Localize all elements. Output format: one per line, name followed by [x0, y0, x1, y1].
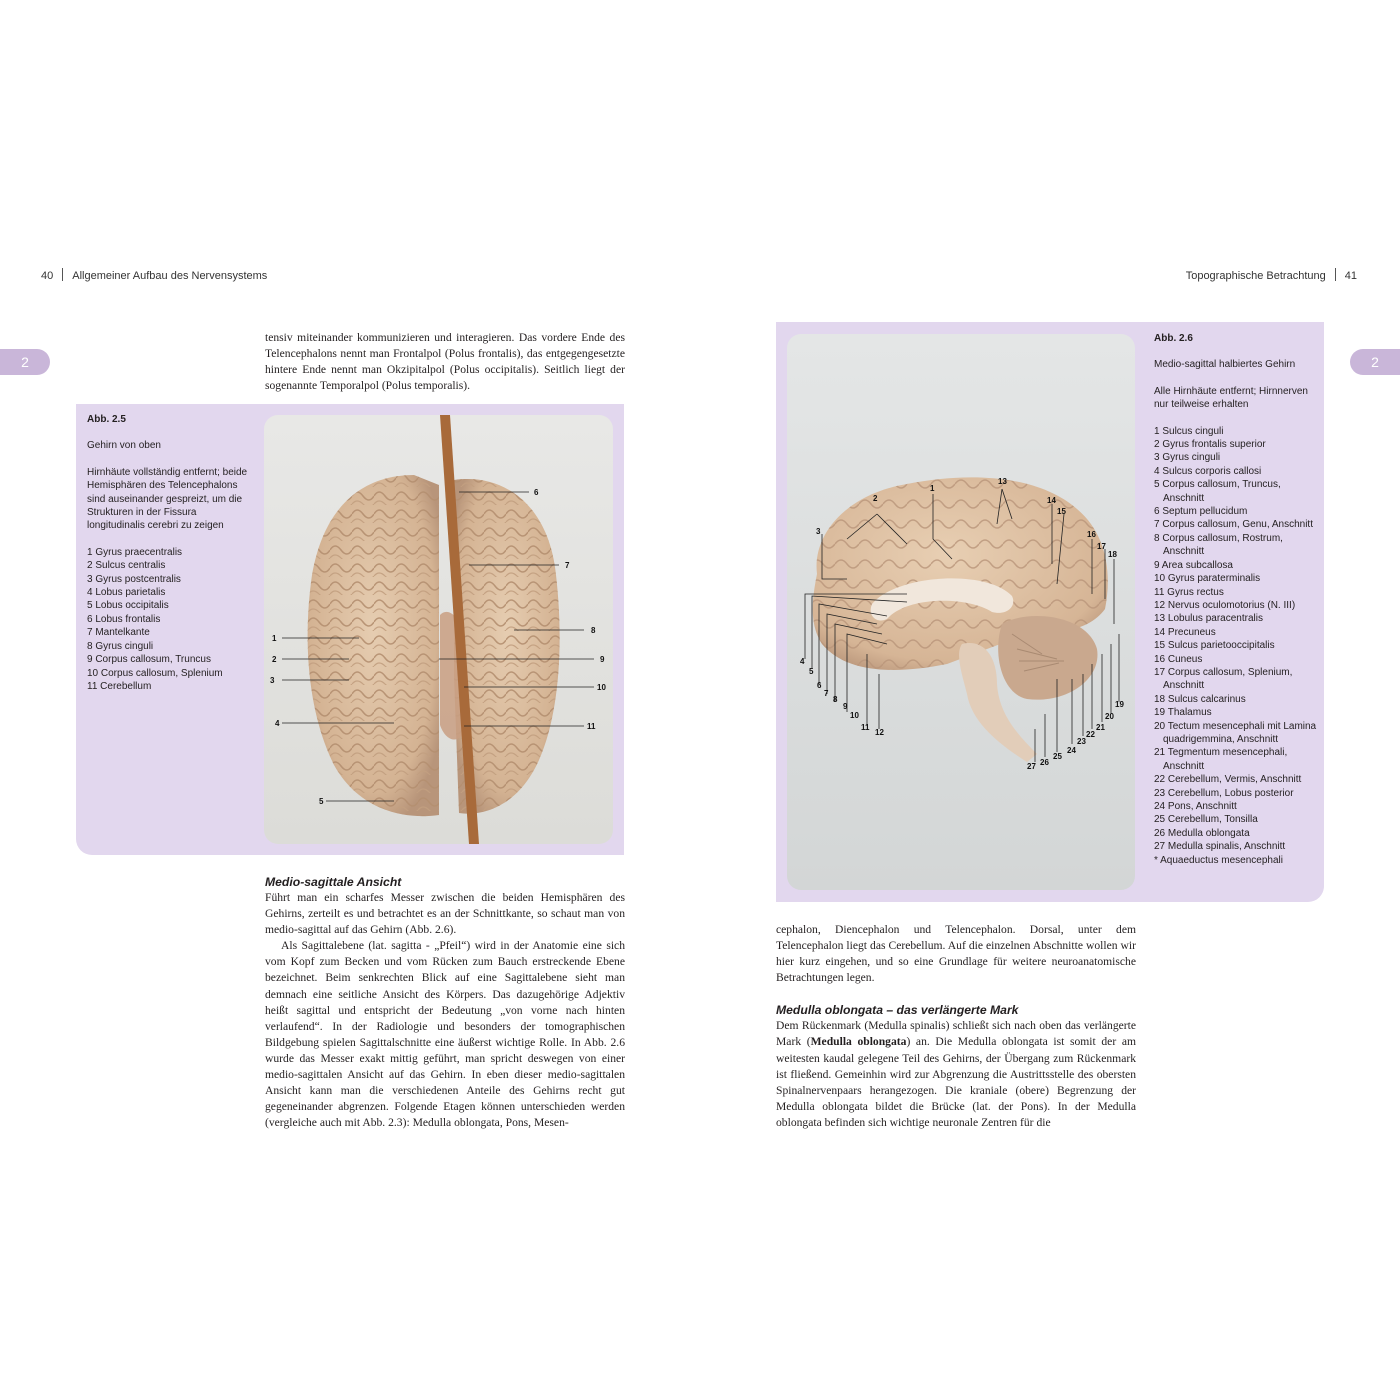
legend-item: 8 Gyrus cinguli [87, 640, 154, 652]
legend-item: 21 Tegmentum mesencephali, Anschnitt [1154, 747, 1288, 772]
legend-item: 24 Pons, Anschnitt [1154, 801, 1237, 812]
figure-number: Abb. 2.6 [1154, 333, 1193, 344]
legend-item: 7 Mantelkante [87, 627, 150, 639]
fig6-label-23: 23 [1077, 737, 1086, 746]
fig5-label-1: 1 [272, 634, 277, 643]
legend-item: 11 Gyrus rectus [1154, 586, 1224, 598]
legend-item: 3 Gyrus cinguli [1154, 452, 1221, 464]
right-main-text [776, 922, 1136, 1131]
fig6-label-25: 25 [1053, 752, 1062, 761]
paragraph: Als Sagittalebene (lat. sagitta - „Pfeil“) wird in der Anatomie eine sich vom Kopf zum Becken und vom Rücken zum Bauch erstreckende Ebene bezeichnet. Beim senkrechten Blick auf eine Sagittalebene sieht man demnach eine seitliche Ansicht des Körpers. Das dazugehörige Adjektiv heißt sagittal und entspricht der Bedeutung „von vorne nach hinten verlaufend“. In der Radiologie und besonders der tomographischen Bildgebung spielen Sagittalschnitte eine äußerst wichtige Rolle. In Abb. 2.6 wurde das Messer exakt mittig geführt, man spricht deswegen von einer medio-sagittalen Ansicht auf das Gehirn. In eben dieser medio-sagittalen Ansicht kann man die verschiedenen Anteile des Gehirns recht gut gegeneinander abgrenzen. Folgende Etagen können unterschieden werden (vergleiche auch mit Abb. 2.3): Medulla oblongata, Pons, Mesen- [265, 939, 625, 1130]
fig5-label-11: 11 [587, 722, 596, 731]
legend-item: 7 Corpus callosum, Genu, Anschnitt [1154, 519, 1313, 531]
fig5-label-10: 10 [597, 683, 606, 692]
chapter-tab-left: 2 [0, 349, 50, 375]
legend-item: 22 Cerebellum, Vermis, Anschnitt [1154, 774, 1302, 786]
fig6-label-6: 6 [817, 681, 822, 690]
legend-item: 9 Area subcallosa [1154, 559, 1233, 571]
figure-2-5-caption [87, 413, 252, 693]
legend-item: 15 Sulcus parietooccipitalis [1154, 640, 1275, 652]
right-page-number: 41 [1344, 270, 1357, 282]
legend-item: 16 Cuneus [1154, 653, 1203, 665]
legend-item: 5 Corpus callosum, Truncus, Anschnitt [1154, 479, 1281, 504]
figure-number: Abb. 2.5 [87, 414, 126, 425]
section-heading-medio-sagittal: Medio-sagittale Ansicht [265, 875, 402, 889]
header-divider [62, 268, 63, 281]
fig5-label-6: 6 [534, 488, 539, 497]
fig6-label-7: 7 [824, 689, 829, 698]
paragraph: Führt man ein scharfes Messer zwischen die beiden Hemisphären des Gehirns, zerteilt es und betrachtet es an der Schnittkante, so schaut man von medio-sagittal auf das Gehirn (Abb. 2.6). [265, 891, 625, 937]
legend-item: 13 Lobulus paracentralis [1154, 613, 1263, 625]
legend-item: * Aquaeductus mesencephali [1154, 854, 1283, 866]
legend-item: 1 Sulcus cinguli [1154, 425, 1224, 437]
fig6-label-16: 16 [1087, 530, 1096, 539]
legend-item: 19 Thalamus [1154, 707, 1212, 719]
figure-legend [1154, 425, 1319, 867]
fig6-label-27: 27 [1027, 762, 1036, 771]
legend-item: 26 Medulla oblongata [1154, 827, 1250, 839]
figure-title: Gehirn von oben [87, 440, 161, 452]
figure-2-6-caption [1154, 332, 1319, 867]
left-intro-text [265, 330, 625, 394]
figure-2-5-labels [264, 415, 613, 844]
fig6-label-24: 24 [1067, 746, 1076, 755]
left-header-title: Allgemeiner Aufbau des Nervensystems [72, 270, 268, 282]
right-header-title: Topographische Betrachtung [1185, 270, 1326, 282]
figure-legend [87, 546, 252, 693]
fig6-label-15: 15 [1057, 507, 1066, 516]
legend-item: 4 Lobus parietalis [87, 587, 166, 599]
fig5-label-3: 3 [270, 676, 275, 685]
fig5-label-9: 9 [600, 655, 605, 664]
fig5-label-5: 5 [319, 797, 324, 806]
legend-item: 17 Corpus callosum, Splenium, Anschnitt [1154, 666, 1293, 692]
legend-item: 8 Corpus callosum, Rostrum, Anschnitt [1154, 532, 1283, 558]
fig6-label-17: 17 [1097, 542, 1106, 551]
chapter-tab-right: 2 [1350, 349, 1400, 375]
legend-item: 2 Gyrus frontalis superior [1154, 439, 1266, 451]
right-running-header [1186, 268, 1357, 284]
legend-item: 2 Sulcus centralis [87, 560, 166, 572]
legend-item: 14 Precuneus [1154, 626, 1216, 638]
fig6-label-18: 18 [1108, 550, 1117, 559]
left-running-header [41, 268, 267, 284]
legend-item: 23 Cerebellum, Lobus posterior [1154, 787, 1294, 799]
legend-item: 6 Lobus frontalis [87, 613, 161, 625]
fig6-label-13: 13 [998, 477, 1007, 486]
legend-item: 27 Medulla spinalis, Anschnitt [1154, 841, 1286, 853]
legend-item: 11 Cerebellum [87, 680, 152, 692]
fig6-label-5: 5 [809, 667, 814, 676]
legend-item: 4 Sulcus corporis callosi [1154, 465, 1262, 477]
figure-2-6-labels [787, 334, 1135, 890]
fig5-label-8: 8 [591, 626, 596, 635]
left-page-number: 40 [41, 270, 54, 282]
paragraph-medulla [776, 1018, 1136, 1131]
paragraph-text: ) an. Die Medulla oblongata ist somit der am weitesten kaudal gelegene Teil des Gehirns, der Übergang zum Rückenmark ist fließend. Gemeinhin wird zur Abgrenzung die Austrittsstelle des obersten Spinalnervenpaars herangezogen. Die kraniale (obere) Begrenzung der Medulla oblongata bildet die Brücke (lat. der Pons). In der Medulla oblongata befinden sich wichtige neuronale Zentren für die [776, 1035, 1136, 1129]
fig6-label-14: 14 [1047, 496, 1056, 505]
fig6-label-21: 21 [1096, 723, 1105, 732]
fig6-label-26: 26 [1040, 758, 1049, 767]
legend-item: 5 Lobus occipitalis [87, 600, 169, 612]
section-heading-medulla-oblongata: Medulla oblongata – das verlängerte Mark [776, 1003, 1019, 1018]
fig6-label-3: 3 [816, 527, 821, 536]
fig6-label-10: 10 [850, 711, 859, 720]
fig6-label-9: 9 [843, 702, 848, 711]
legend-item: 12 Nervus oculomotorius (N. III) [1154, 599, 1296, 611]
legend-item: 3 Gyrus postcentralis [87, 573, 181, 585]
fig6-label-19: 19 [1115, 700, 1124, 709]
bold-term: Medulla oblongata [810, 1035, 907, 1049]
legend-item: 25 Cerebellum, Tonsilla [1154, 814, 1258, 826]
paragraph: cephalon, Diencephalon und Telencephalon. Dorsal, unter dem Telencephalon liegt das Cerebellum. Auf die einzelnen Abschnitte wollen wir hier kurz eingehen, und so eine Grundlage für weitere neuroanatomische Betrachtungen legen. [776, 923, 1136, 985]
legend-item: 20 Tectum mesencephali mit Lamina quadrigemmina, Anschnitt [1154, 720, 1317, 745]
figure-description: Alle Hirnhäute entfernt; Hirnnerven nur teilweise erhalten [1154, 385, 1308, 411]
fig6-label-11: 11 [861, 723, 870, 732]
fig5-label-4: 4 [275, 719, 280, 728]
fig6-label-4: 4 [800, 657, 805, 666]
fig5-label-7: 7 [565, 561, 570, 570]
figure-title: Medio-sagittal halbiertes Gehirn [1154, 359, 1296, 371]
legend-item: 18 Sulcus calcarinus [1154, 693, 1246, 705]
legend-item: 9 Corpus callosum, Truncus [87, 654, 211, 666]
left-main-text [265, 874, 625, 1131]
intro-paragraph: tensiv miteinander kommunizieren und interagieren. Das vordere Ende des Telencephalons nennt man Frontalpol (Polus frontalis), das entgegengesetzte hintere Ende nennt man Okzipitalpol (Polus occipitalis). Seitlich liegt der sogenannte Temporalpol (Polus temporalis). [265, 331, 625, 393]
figure-description: Hirnhäute vollständig entfernt; beide Hemisphären des Telencephalons sind auseinander gespreizt, um die Strukturen in der Fissura longitudinalis cerebri zu zeigen [87, 466, 248, 532]
fig6-label-20: 20 [1105, 712, 1114, 721]
legend-item: 10 Gyrus paraterminalis [1154, 573, 1261, 585]
legend-item: 6 Septum pellucidum [1154, 506, 1248, 518]
fig6-label-1: 1 [930, 484, 935, 493]
fig6-label-22: 22 [1086, 730, 1095, 739]
fig6-label-2: 2 [873, 494, 878, 503]
paragraph-text: Dem Rückenmark (Medulla spinalis) schließt sich nach oben das verlängerte Mark ( [776, 1019, 1136, 1049]
fig5-label-2: 2 [272, 655, 277, 664]
header-divider [1335, 268, 1336, 281]
legend-item: 10 Corpus callosum, Splenium [87, 667, 223, 679]
legend-item: 1 Gyrus praecentralis [87, 546, 183, 558]
fig6-label-12: 12 [875, 728, 884, 737]
fig6-label-8: 8 [833, 695, 838, 704]
